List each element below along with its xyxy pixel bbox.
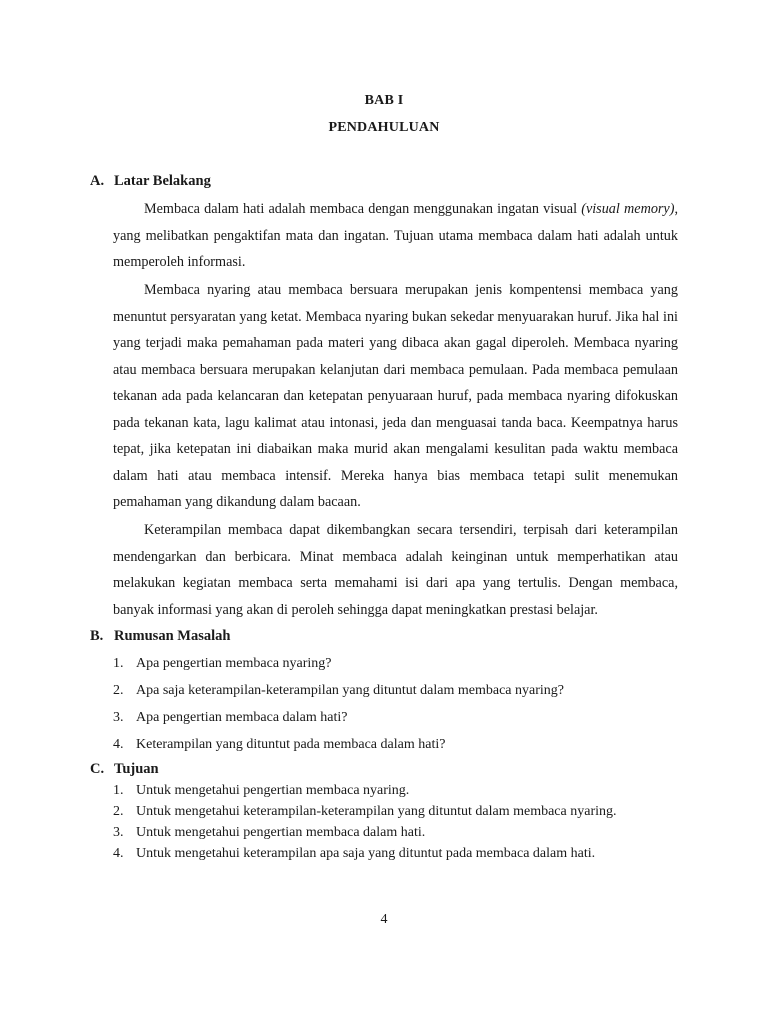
list-item-text: Untuk mengetahui keterampilan-keterampilan yang dituntut dalam membaca nyaring. <box>136 804 617 819</box>
paragraph-1-text-a: Membaca dalam hati adalah membaca dengan menggunakan ingatan visual <box>144 201 582 217</box>
list-item-number: 2. <box>113 683 124 698</box>
list-item <box>113 681 693 708</box>
section-c-title: Tujuan <box>114 761 159 777</box>
chapter-number: BAB I <box>364 93 404 108</box>
list-item-number: 3. <box>113 825 124 840</box>
list-item-number: 4. <box>113 846 124 861</box>
chapter-title: PENDAHULUAN <box>328 120 440 135</box>
page-number: 4 <box>380 912 388 927</box>
section-a-title: Latar Belakang <box>114 173 211 189</box>
list-item-text: Apa saja keterampilan-keterampilan yang dituntut dalam membaca nyaring? <box>136 683 564 698</box>
rumusan-masalah-list <box>113 654 693 762</box>
list-item <box>113 844 693 865</box>
list-item <box>113 654 693 681</box>
paragraph-1-italic: (visual memory) <box>581 201 675 217</box>
list-item-text: Untuk mengetahui pengertian membaca dalam hati. <box>136 825 426 840</box>
list-item-number: 4. <box>113 737 124 752</box>
section-a-letter: A. <box>90 173 105 189</box>
paragraph-3: Keterampilan membaca dapat dikembangkan secara tersendiri, terpisah dari keterampilan mendengarkan dan berbicara. Minat membaca adalah keinginan untuk memperhatikan atau melakukan kegiatan membaca serta memahami isi dari apa yang tertulis. Dengan membaca, banyak informasi yang akan di peroleh sehingga dapat meningkatkan prestasi belajar. <box>113 522 678 618</box>
list-item <box>113 802 693 823</box>
list-item-text: Untuk mengetahui keterampilan apa saja yang dituntut pada membaca dalam hati. <box>136 846 596 861</box>
paragraph-1 <box>113 196 678 276</box>
list-item-text: Untuk mengetahui pengertian membaca nyaring. <box>136 783 410 798</box>
list-item-number: 3. <box>113 710 124 725</box>
list-item-text: Keterampilan yang dituntut pada membaca dalam hati? <box>136 737 446 752</box>
list-item-number: 1. <box>113 783 124 798</box>
section-b-letter: B. <box>90 628 104 644</box>
list-item <box>113 823 693 844</box>
section-c-heading <box>90 761 159 778</box>
list-item-text: Apa pengertian membaca dalam hati? <box>136 710 348 725</box>
section-b-title: Rumusan Masalah <box>114 628 231 644</box>
section-c-letter: C. <box>90 761 105 777</box>
tujuan-list <box>113 781 693 865</box>
list-item-text: Apa pengertian membaca nyaring? <box>136 656 332 671</box>
list-item <box>113 735 693 762</box>
list-item-number: 1. <box>113 656 124 671</box>
paragraph-1-text-b: , yang melibatkan pengaktifan mata dan ingatan. Tujuan utama membaca dalam hati adalah untuk memperoleh informasi. <box>113 201 678 270</box>
section-b-heading <box>90 628 230 645</box>
list-item <box>113 781 693 802</box>
section-a-heading <box>90 173 211 190</box>
list-item <box>113 708 693 735</box>
paragraph-2: Membaca nyaring atau membaca bersuara merupakan jenis kompentensi membaca yang menuntut persyaratan yang ketat. Membaca nyaring bukan sekedar menyuarakan huruf. Jika hal ini yang terjadi maka pemahaman pada materi yang dibaca akan gagal diperoleh. Membaca nyaring atau membaca bersuara merupakan kelanjutan dari membaca pemulaan. Pada membaca pemulaan tekanan ada pada kelancaran dan ketepatan penyuaraan huruf, pada membaca nyaring difokuskan pada tekanan kata, lagu kalimat atau intonasi, jeda dan menguasai tanda baca. Keempatnya harus tepat, jika ketepatan ini diabaikan maka murid akan mengalami kesulitan pada waktu membaca dalam hati atau membaca intensif. Mereka hanya bias membaca tetapi sulit menemukan pemahaman yang dikandung dalam bacaan. <box>113 282 678 510</box>
list-item-number: 2. <box>113 804 124 819</box>
